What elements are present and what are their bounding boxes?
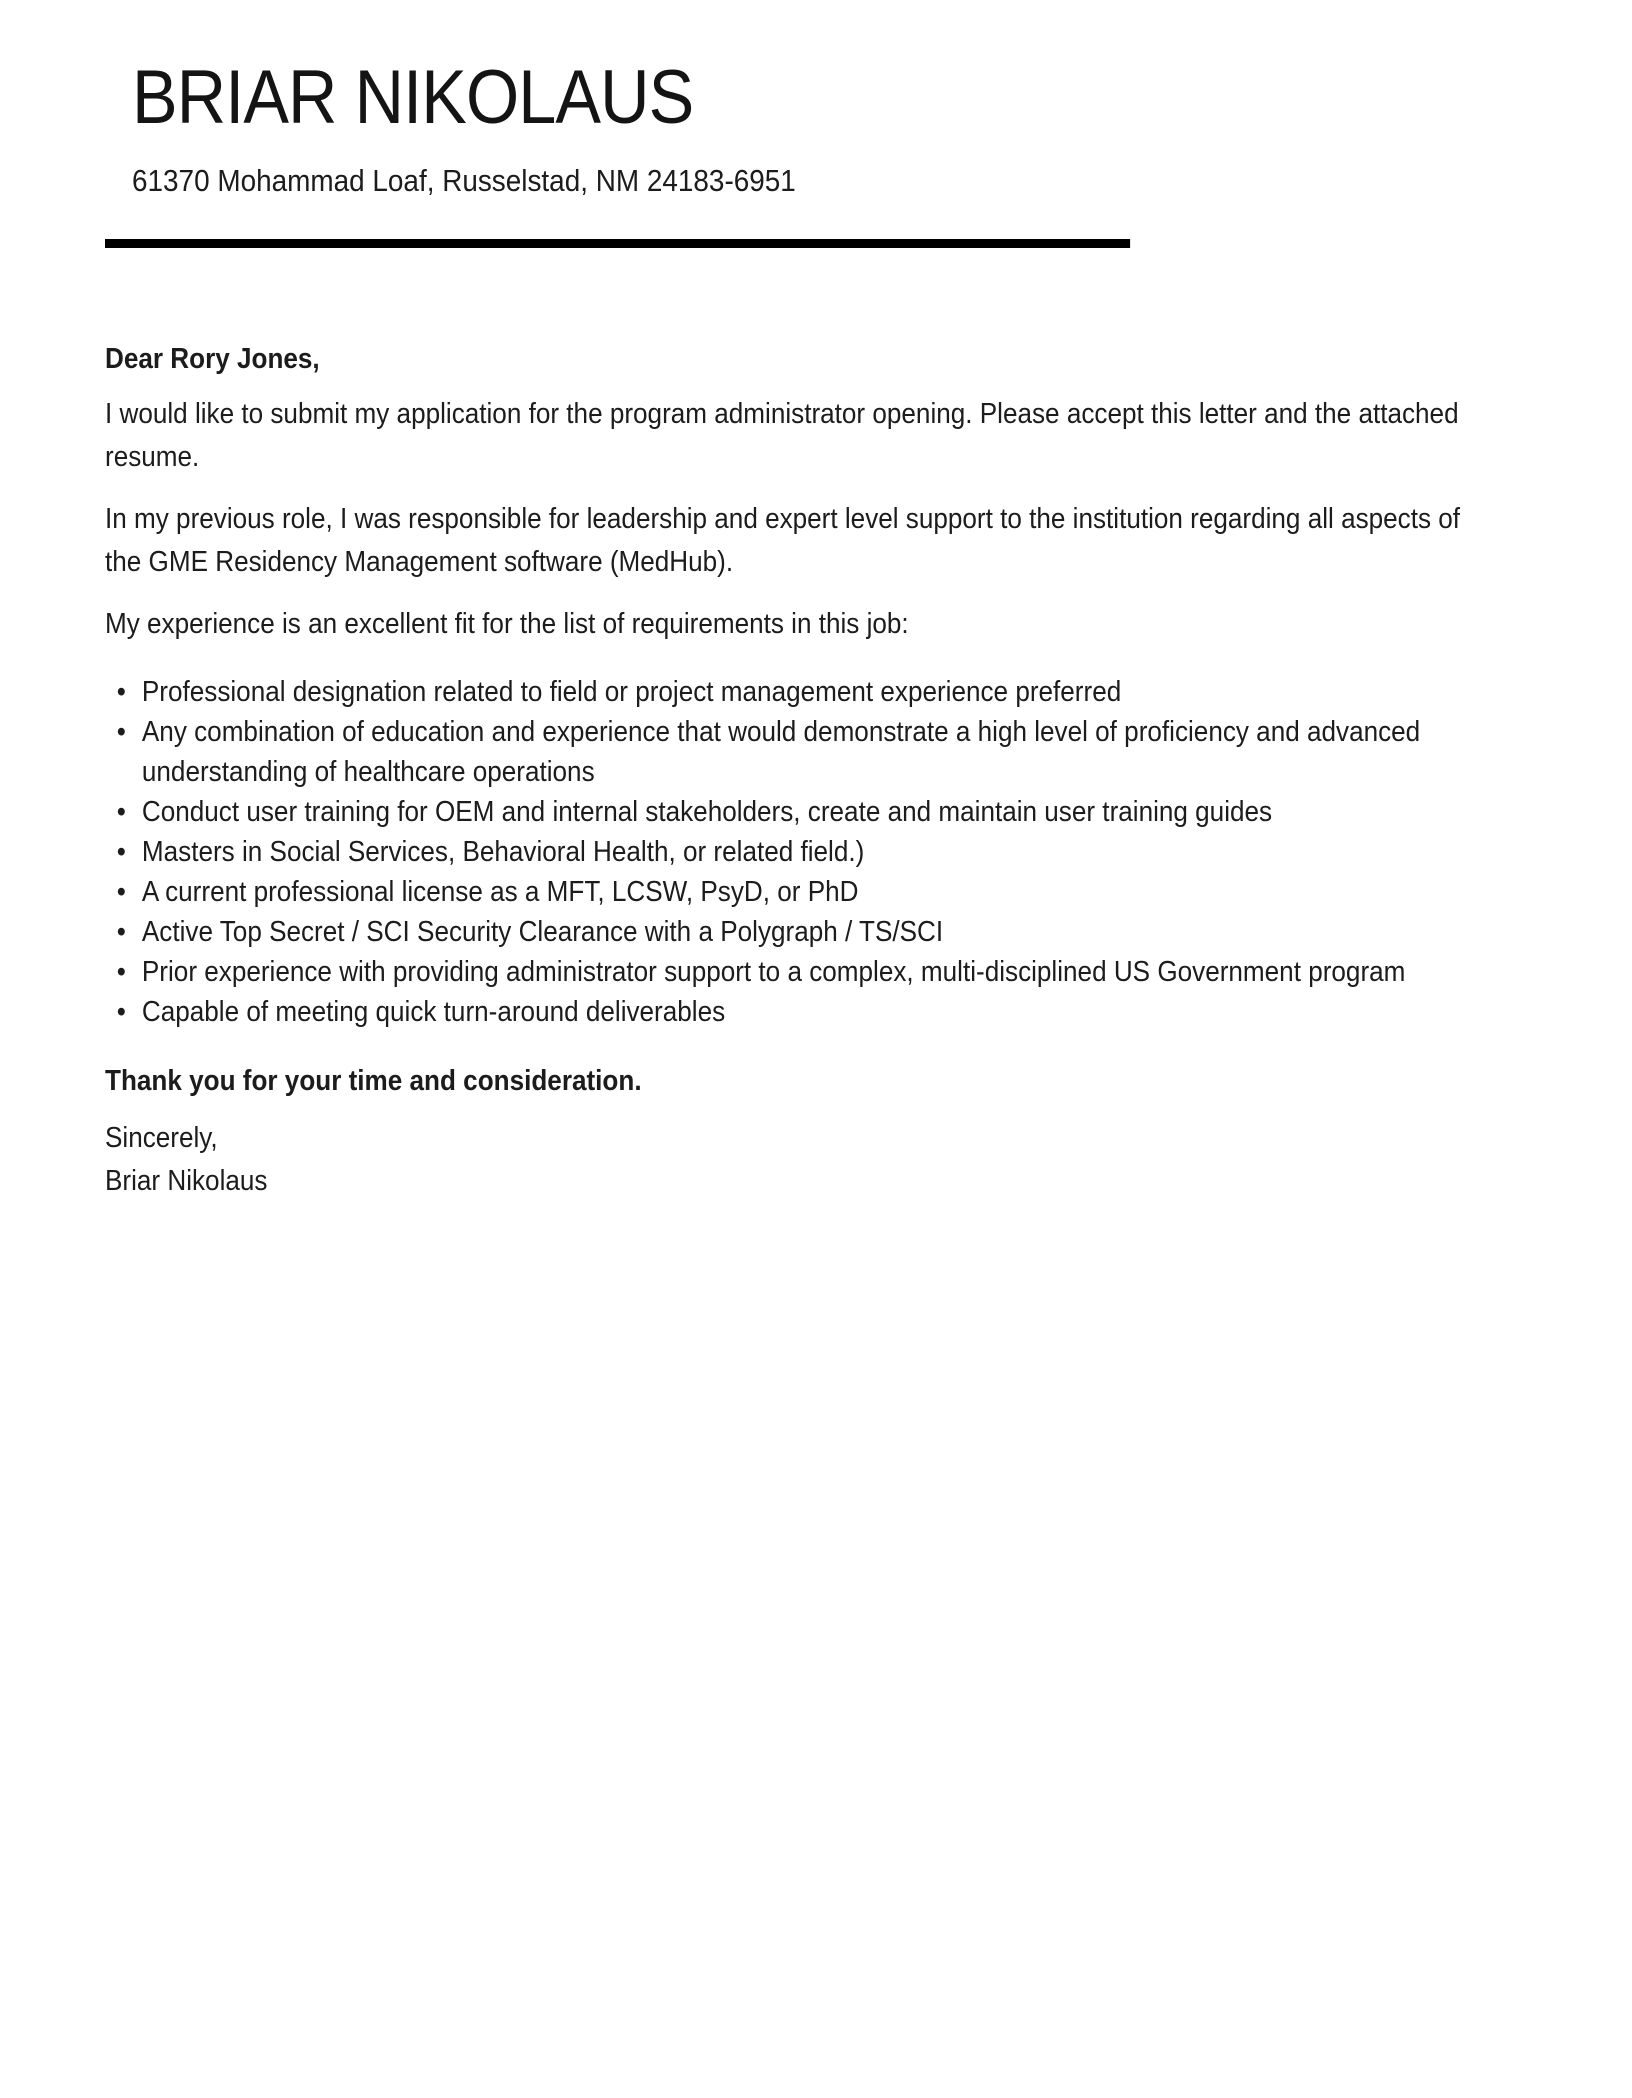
requirement-item: • Active Top Secret / SCI Security Clearance with a Polygraph / TS/SCI — [142, 912, 1496, 952]
paragraph-application: I would like to submit my application for the program administrator opening. Please accept this letter and the attached resume. — [105, 397, 1459, 473]
requirements-list — [105, 672, 1496, 1032]
sender-name: BRIAR NIKOLAUS — [132, 55, 694, 140]
letter-content — [105, 55, 1527, 1203]
requirement-item: • Conduct user training for OEM and internal stakeholders, create and maintain user training guides — [142, 792, 1496, 832]
salutation: Dear Rory Jones, — [105, 342, 320, 375]
closing-thanks: Thank you for your time and consideration. — [105, 1064, 642, 1097]
requirement-item: • Professional designation related to field or project management experience preferred — [142, 672, 1496, 712]
requirement-item: • Masters in Social Services, Behavioral Health, or related field.) — [142, 832, 1496, 872]
signoff-block — [105, 1117, 1496, 1203]
sender-address: 61370 Mohammad Loaf, Russelstad, NM 24183-6951 — [132, 162, 796, 198]
requirement-item: • Any combination of education and experience that would demonstrate a high level of proficiency and advanced understanding of healthcare operations — [142, 712, 1496, 792]
signature-name: Briar Nikolaus — [105, 1164, 268, 1197]
signoff: Sincerely, — [105, 1121, 218, 1154]
requirement-item: • A current professional license as a MFT, LCSW, PsyD, or PhD — [142, 872, 1496, 912]
paragraph-previous-role: In my previous role, I was responsible for leadership and expert level support to the institution regarding all aspects of the GME Residency Management software (MedHub). — [105, 502, 1461, 578]
header-divider — [105, 239, 1130, 248]
requirement-item: • Prior experience with providing administrator support to a complex, multi-disciplined US Government program — [142, 952, 1496, 992]
letter-header — [132, 55, 1527, 201]
letter-body — [105, 338, 1496, 1203]
paragraph-experience-fit: My experience is an excellent fit for the list of requirements in this job: — [105, 607, 909, 640]
requirement-item: • Capable of meeting quick turn-around deliverables — [142, 992, 1496, 1032]
